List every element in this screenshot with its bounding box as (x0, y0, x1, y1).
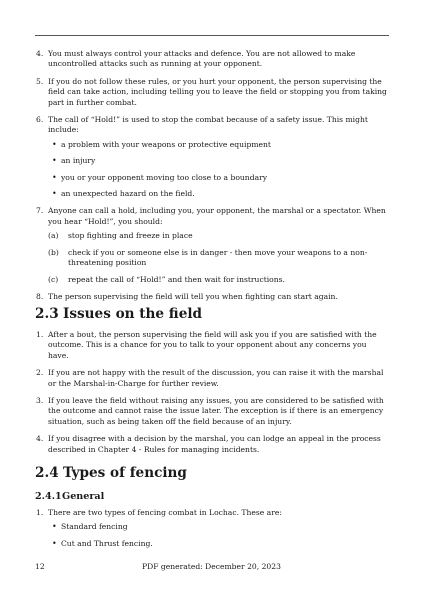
item-number: 3. (36, 396, 44, 406)
list-item (36, 115, 388, 199)
alpha-label: (a) (48, 231, 59, 241)
bullet-list (48, 522, 388, 549)
subsection-number: 2.4.1 (35, 491, 62, 502)
item-text: There are two types of fencing combat in Lochac. These are: (48, 508, 282, 517)
bullet-item: • an injury (61, 156, 388, 166)
item-number: 4. (36, 434, 44, 444)
item-number: 2. (36, 368, 44, 378)
list-item (36, 330, 388, 361)
section-title: Types of fencing (63, 465, 187, 481)
alpha-label: (b) (48, 247, 59, 257)
list-item (36, 291, 388, 302)
list-item (36, 434, 388, 455)
item-text: If you do not follow these rules, or you hurt your opponent, the person supervising the field can take action, including telling you to leave the field or stopping you from taking part in further combat. (48, 76, 387, 107)
list-b (36, 330, 388, 462)
item-number: 6. (36, 115, 44, 125)
list-item (36, 396, 388, 427)
list-item (36, 206, 388, 284)
item-text: Anyone can call a hold, including you, your opponent, the marshal or a spectator. When you hear “Hold!”, you should: (48, 206, 386, 226)
list-item (36, 508, 388, 549)
list-a (36, 49, 388, 309)
alpha-item (48, 247, 388, 269)
item-text: After a bout, the person supervising the field will ask you if you are satisfied with the outcome. This is a chance for you to talk to your opponent about any concerns you have. (48, 330, 377, 360)
item-text: The person supervising the field will tell you when fighting can start again. (48, 291, 338, 301)
alpha-text: check if you or someone else is in danger - then move your weapons to a non-threatening position (68, 247, 368, 268)
item-number: 8. (36, 291, 44, 301)
bullet-item: • a problem with your weapons or protective equipment (61, 140, 388, 150)
subsection-heading-2-4-1 (35, 491, 104, 502)
section-number: 2.4 (35, 465, 59, 481)
section-heading-2-4 (35, 465, 187, 481)
list-item (36, 76, 388, 108)
subsection-title: General (62, 491, 105, 502)
pdf-generated-note: PDF generated: December 20, 2023 (142, 562, 281, 571)
page-number: 12 (35, 562, 45, 571)
item-number: 1. (36, 508, 44, 517)
bullet-item: • an unexpected hazard on the field. (61, 189, 388, 199)
list-item (36, 49, 388, 70)
list-c (36, 508, 388, 556)
list-item (36, 368, 388, 389)
item-number: 4. (36, 49, 44, 58)
section-number: 2.3 (35, 306, 59, 322)
alpha-item (48, 274, 388, 285)
item-number: 7. (36, 206, 44, 216)
bullet-list (48, 140, 388, 200)
section-title: Issues on the field (63, 306, 203, 322)
section-heading-2-3 (35, 306, 202, 322)
item-number: 1. (36, 330, 44, 339)
alpha-list (48, 231, 388, 285)
alpha-text: stop fighting and freeze in place (68, 231, 193, 241)
item-number: 5. (36, 76, 44, 86)
item-text: If you disagree with a decision by the marshal, you can lodge an appeal in the process described in Chapter 4 - Rules for managing incidents. (48, 434, 381, 454)
item-text: You must always control your attacks and defence. You are not allowed to make uncontrolled attacks such as running at your opponent. (48, 49, 356, 69)
bullet-item: • Cut and Thrust fencing. (61, 539, 388, 549)
item-text: If you leave the field without raising any issues, you are considered to be satisfied with the outcome and cannot raise the issue later. The exception is if there is an emergency situation, such as being taken off the field because of an injury. (48, 396, 384, 426)
bullet-item: • Standard fencing (61, 522, 388, 532)
alpha-label: (c) (48, 274, 59, 284)
bullet-item: • you or your opponent moving too close to a boundary (61, 173, 388, 183)
item-text: The call of “Hold!” is used to stop the combat because of a safety issue. This might include: (48, 115, 368, 135)
alpha-text: repeat the call of “Hold!” and then wait for instructions. (68, 274, 285, 284)
alpha-item (48, 231, 388, 241)
item-text: If you are not happy with the result of the discussion, you can raise it with the marshal or the Marshal-in-Charge for further review. (48, 368, 384, 388)
header-rule (35, 35, 389, 36)
